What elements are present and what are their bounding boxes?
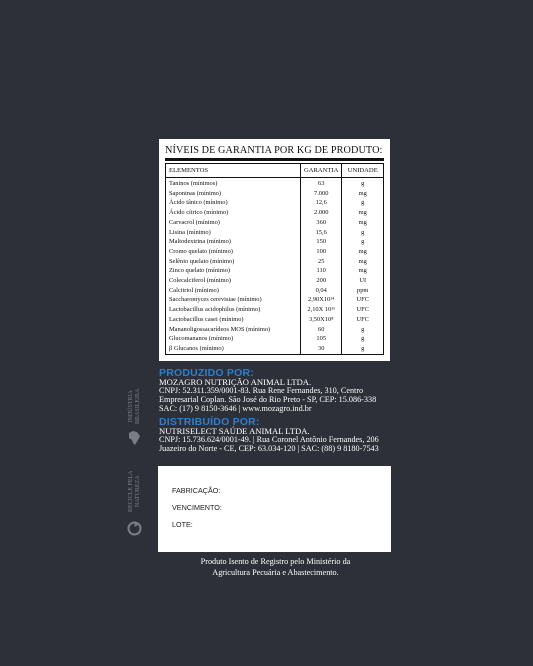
row-element: Cromo quelato (mínimo) bbox=[166, 247, 301, 257]
row-unit: UFC bbox=[342, 305, 384, 315]
row-unit: g bbox=[342, 344, 384, 354]
row-unit: g bbox=[342, 237, 384, 247]
table-row bbox=[166, 257, 384, 267]
table-row bbox=[166, 178, 384, 189]
row-element: Carvacrol (mínimo) bbox=[166, 218, 301, 228]
row-element: Lactobacillus casei (mínimo) bbox=[166, 315, 301, 325]
row-element: β Glucanos (mínimo) bbox=[166, 344, 301, 354]
footer-line-2: Agricultura Pecuária e Abastecimento. bbox=[212, 567, 339, 577]
row-guarantee: 30 bbox=[301, 344, 342, 354]
distribuido-company: NUTRISELECT SAÚDE ANIMAL LTDA. bbox=[159, 426, 310, 436]
table-row bbox=[166, 208, 384, 218]
row-element: Lactobacillus acidophilus (mínimo) bbox=[166, 305, 301, 315]
row-guarantee: 100 bbox=[301, 247, 342, 257]
row-unit: mg bbox=[342, 247, 384, 257]
row-element: Zinco quelato (mínimo) bbox=[166, 266, 301, 276]
footer-line-1: Produto Isento de Registro pelo Ministério da bbox=[200, 557, 351, 566]
row-element: Ácido tânico (mínimo) bbox=[166, 198, 301, 208]
lot-info-box bbox=[158, 466, 391, 552]
table-row bbox=[166, 315, 384, 325]
table-row bbox=[166, 286, 384, 296]
row-guarantee: 2,90X10¹⁴ bbox=[301, 295, 342, 305]
row-guarantee: 2,10X 10¹¹ bbox=[301, 305, 342, 315]
distribuido-details: CNPJ: 15.736.624/0001-49. | Rua Coronel Antônio Fernandes, 206 Juazeiro do Norte - CE, CEP: 63.034-120 | SAC: (88) 9 8180-7543 bbox=[159, 435, 379, 453]
row-unit: UFC bbox=[342, 315, 384, 325]
table-row bbox=[166, 218, 384, 228]
row-element: Taninos (mínimos) bbox=[166, 178, 301, 189]
recicle-text: RECICLE PELA NATUREZA bbox=[128, 470, 141, 512]
row-element: Maltodextrina (mínimo) bbox=[166, 237, 301, 247]
row-element: Mananoligossacarídeos MOS (mínimo) bbox=[166, 325, 301, 335]
row-guarantee: 7.000 bbox=[301, 189, 342, 199]
distribuido-section bbox=[159, 417, 394, 454]
guarantee-panel bbox=[159, 139, 390, 361]
row-unit: g bbox=[342, 228, 384, 238]
row-unit: UI bbox=[342, 276, 384, 286]
row-element: Colecalciferol (mínimo) bbox=[166, 276, 301, 286]
row-guarantee: 15,6 bbox=[301, 228, 342, 238]
row-element: Glucomananos (mínimo) bbox=[166, 334, 301, 344]
row-element: Saccharomyces cerevisiae (mínimo) bbox=[166, 295, 301, 305]
table-row bbox=[166, 344, 384, 354]
row-guarantee: 110 bbox=[301, 266, 342, 276]
table-row bbox=[166, 276, 384, 286]
row-guarantee: 63 bbox=[301, 178, 342, 189]
table-row bbox=[166, 305, 384, 315]
row-unit: mg bbox=[342, 218, 384, 228]
guarantee-table bbox=[165, 163, 384, 355]
registration-note bbox=[159, 557, 392, 578]
brazil-map-icon bbox=[127, 430, 141, 450]
row-guarantee: 105 bbox=[301, 334, 342, 344]
row-guarantee: 0,04 bbox=[301, 286, 342, 296]
vencimento-label: VENCIMENTO: bbox=[172, 503, 222, 512]
row-guarantee: 25 bbox=[301, 257, 342, 267]
row-unit: g bbox=[342, 198, 384, 208]
fabricacao-label: FABRICAÇÃO: bbox=[172, 486, 221, 495]
produzido-details: CNPJ: 52.311.359/0001-83. Rua Rene Fernandes, 310, Centro Empresarial Coplan. São José do Rio Preto - SP, CEP: 15.086-338 SAC: (17) 9 8150-3646 | www.mozagro.ind.br bbox=[159, 386, 377, 413]
table-row bbox=[166, 228, 384, 238]
row-guarantee: 3,50X10⁸ bbox=[301, 315, 342, 325]
table-row bbox=[166, 334, 384, 344]
table-row bbox=[166, 266, 384, 276]
row-unit: mg bbox=[342, 189, 384, 199]
row-unit: mg bbox=[342, 266, 384, 276]
table-row bbox=[166, 325, 384, 335]
header-elementos: ELEMENTOS bbox=[166, 164, 301, 178]
table-row bbox=[166, 189, 384, 199]
row-element: Ácido cítrico (mínimo) bbox=[166, 208, 301, 218]
row-unit: g bbox=[342, 334, 384, 344]
header-garantia: GARANTIA bbox=[301, 164, 342, 178]
row-unit: mg bbox=[342, 208, 384, 218]
table-row bbox=[166, 295, 384, 305]
row-guarantee: 12,6 bbox=[301, 198, 342, 208]
distribuido-heading: DISTRIBUÍDO POR: bbox=[159, 416, 260, 428]
row-unit: g bbox=[342, 325, 384, 335]
row-unit: ppm bbox=[342, 286, 384, 296]
row-guarantee: 60 bbox=[301, 325, 342, 335]
row-unit: mg bbox=[342, 257, 384, 267]
table-body bbox=[166, 178, 384, 355]
row-element: Saponinas (mínimo) bbox=[166, 189, 301, 199]
recycle-icon bbox=[127, 521, 142, 540]
row-element: Selênio quelato (mínimo) bbox=[166, 257, 301, 267]
table-row bbox=[166, 237, 384, 247]
row-element: Lisina (mínimo) bbox=[166, 228, 301, 238]
produzido-section bbox=[159, 368, 394, 413]
header-unidade: UNIDADE bbox=[342, 164, 384, 178]
row-guarantee: 200 bbox=[301, 276, 342, 286]
row-guarantee: 360 bbox=[301, 218, 342, 228]
row-guarantee: 150 bbox=[301, 237, 342, 247]
industria-text: INDÚSTRIA BRASILEIRA bbox=[128, 388, 141, 424]
table-row bbox=[166, 247, 384, 257]
row-unit: UFC bbox=[342, 295, 384, 305]
row-element: Calcitriol (mínimo) bbox=[166, 286, 301, 296]
table-row bbox=[166, 198, 384, 208]
produzido-company: MOZAGRO NUTRIÇÃO ANIMAL LTDA. bbox=[159, 377, 312, 387]
panel-title: NÍVEIS DE GARANTIA POR KG DE PRODUTO: bbox=[165, 145, 384, 161]
table-header-row bbox=[166, 164, 384, 178]
produzido-heading: PRODUZIDO POR: bbox=[159, 367, 254, 379]
row-guarantee: 2.000 bbox=[301, 208, 342, 218]
row-unit: g bbox=[342, 178, 384, 189]
lote-label: LOTE: bbox=[172, 520, 193, 529]
